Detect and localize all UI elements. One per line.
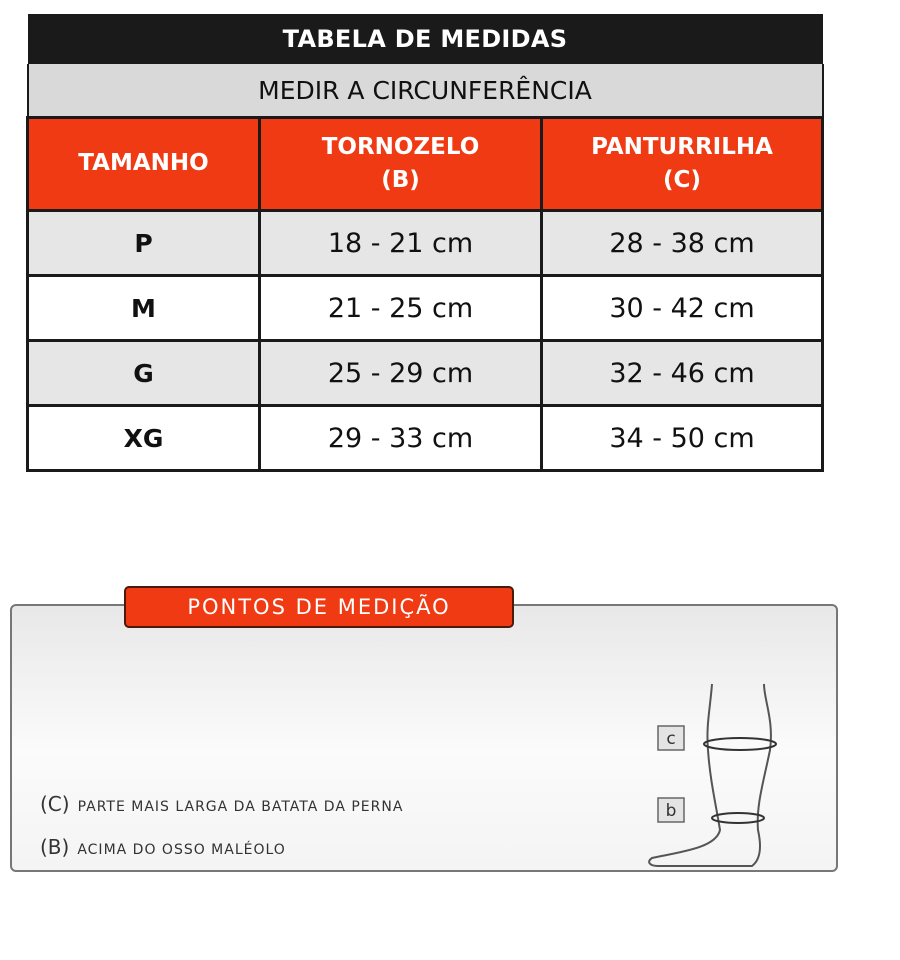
calf-cell: 32 - 46 cm	[542, 341, 823, 406]
diagram-label-c: c	[666, 729, 676, 749]
note-calf-key: (C)	[40, 792, 70, 816]
leg-diagram-icon	[640, 680, 790, 870]
header-ankle-line1: TORNOZELO	[321, 133, 480, 160]
table-row	[28, 406, 823, 471]
header-size: TAMANHO	[28, 118, 260, 211]
panel-title-tag	[124, 586, 514, 628]
note-ankle-key: (B)	[40, 835, 70, 859]
note-calf-text: PARTE MAIS LARGA DA BATATA DA PERNA	[77, 799, 404, 815]
note-ankle-text: ACIMA DO OSSO MALÉOLO	[77, 842, 286, 858]
header-ankle-line2: (B)	[381, 167, 420, 193]
header-calf	[542, 118, 823, 211]
ankle-cell: 18 - 21 cm	[260, 211, 542, 276]
ankle-cell: 21 - 25 cm	[260, 276, 542, 341]
table-row	[28, 276, 823, 341]
table-subtitle: MEDIR A CIRCUNFERÊNCIA	[28, 64, 823, 118]
note-calf	[40, 792, 403, 816]
table-title: TABELA DE MEDIDAS	[28, 14, 823, 64]
diagram-label-b: b	[665, 801, 677, 821]
size-cell: G	[28, 341, 260, 406]
size-cell: M	[28, 276, 260, 341]
calf-cell: 34 - 50 cm	[542, 406, 823, 471]
size-cell: XG	[28, 406, 260, 471]
header-ankle	[260, 118, 542, 211]
calf-cell: 30 - 42 cm	[542, 276, 823, 341]
calf-cell: 28 - 38 cm	[542, 211, 823, 276]
table-row	[28, 211, 823, 276]
ankle-cell: 25 - 29 cm	[260, 341, 542, 406]
header-calf-line1: PANTURRILHA	[591, 133, 773, 160]
table-row	[28, 341, 823, 406]
header-calf-line2: (C)	[663, 167, 701, 193]
panel-title: PONTOS DE MEDIÇÃO	[187, 595, 451, 619]
size-cell: P	[28, 211, 260, 276]
size-chart-table	[26, 14, 824, 472]
note-ankle	[40, 835, 286, 859]
ankle-cell: 29 - 33 cm	[260, 406, 542, 471]
